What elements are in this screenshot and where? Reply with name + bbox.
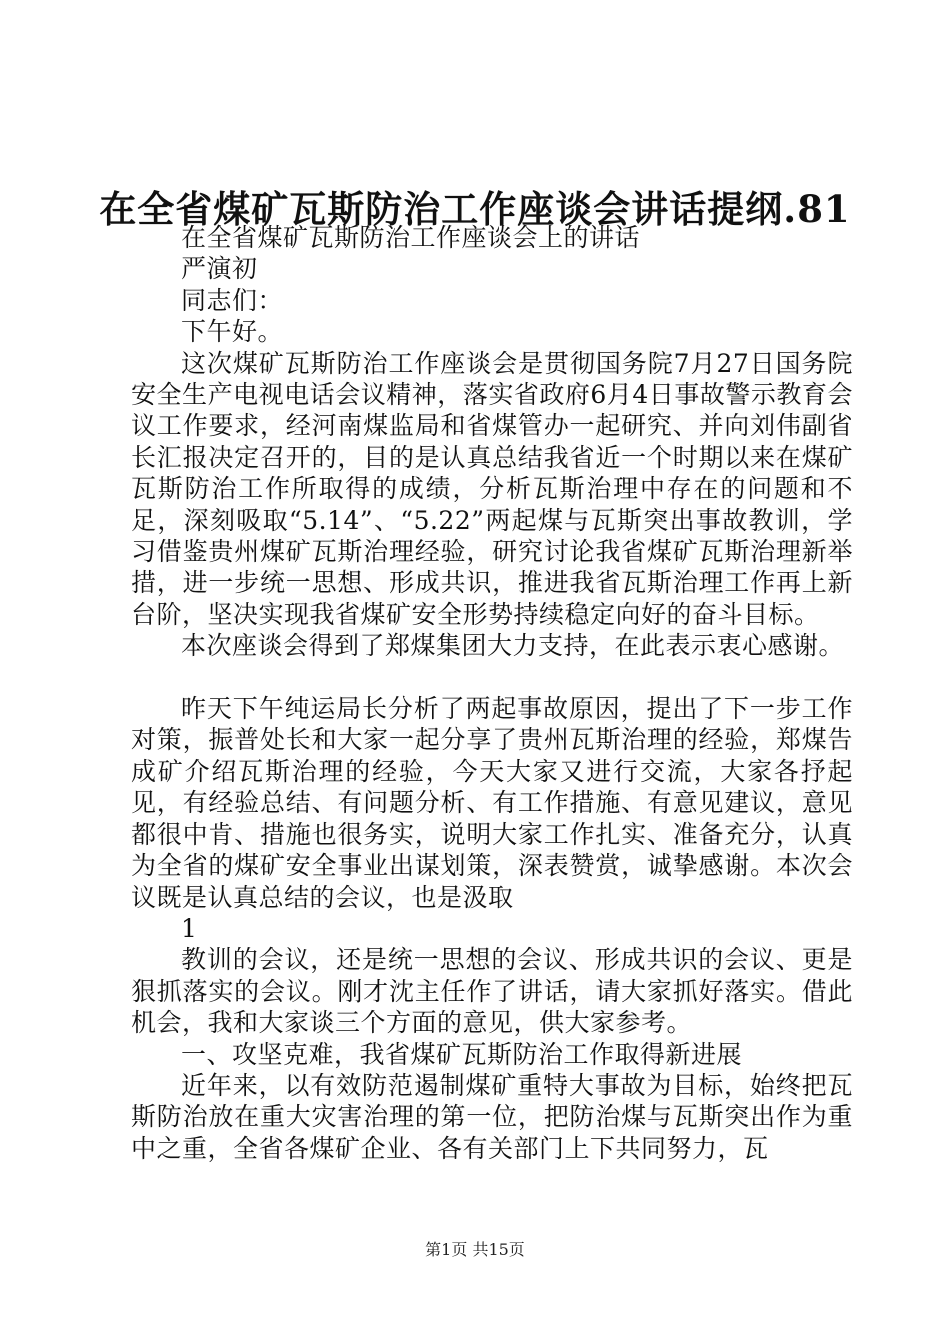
- document-title: 在全省煤矿瓦斯防治工作座谈会讲话提纲.81: [99, 187, 851, 231]
- paragraph-thanks: 本次座谈会得到了郑煤集团大力支持，在此表示衷心感谢。: [181, 631, 845, 661]
- page-footer: 第1页 共15页: [425, 1240, 525, 1259]
- paragraph-lessons: 教训的会议，还是统一思想的会议、形成共识的会议、更是狠抓落实的会议。刚才沈主任作了讲话，请大家抓好落实。借此机会，我和大家谈三个方面的意见，供大家参考。: [131, 945, 853, 1038]
- speech-heading: 在全省煤矿瓦斯防治工作座谈会上的讲话: [181, 223, 641, 252]
- inline-page-number: 1: [181, 913, 198, 943]
- salutation: 同志们：: [181, 285, 284, 315]
- paragraph-meeting-purpose: 这次煤矿瓦斯防治工作座谈会是贯彻国务院7月27日国务院安全生产电视电话会议精神，落实省政府6月4日事故警示教育会议工作要求，经河南煤监局和省煤管办一起研究、并向刘伟副省长汇报决定召开的，目的是认真总结我省近一个时期以来在煤矿瓦斯防治工作所取得的成绩，分析瓦斯治理中存在的问题和不足，深刻吸取“5.14”、“5.22”两起煤与瓦斯突出事故教训，学习借鉴贵州煤矿瓦斯治理经验，研究讨论我省煤矿瓦斯治理新举措，进一步统一思想、形成共识，推进我省瓦斯治理工作再上新台阶，坚决实现我省煤矿安全形势持续稳定向好的奋斗目标。: [131, 348, 853, 629]
- document-body: [131, 222, 853, 1164]
- paragraph-yesterday-review: 昨天下午纯运局长分析了两起事故原因，提出了下一步工作对策，振普处长和大家一起分享了贵州瓦斯治理的经验，郑煤告成矿介绍瓦斯治理的经验，今天大家又进行交流，大家各抒起见，有经验总结、有问题分析、有工作措施、有意见建议，意见都很中肯、措施也很务实，说明大家工作扎实、准备充分，认真为全省的煤矿安全事业出谋划策，深表赞赏，诚挚感谢。本次会议既是认真总结的会议，也是汲取: [131, 694, 853, 912]
- paragraph-progress: 近年来，以有效防范遏制煤矿重特大事故为目标，始终把瓦斯防治放在重大灾害治理的第一位，把防治煤与瓦斯突出作为重中之重，全省各煤矿企业、各有关部门上下共同努力，瓦: [131, 1070, 853, 1163]
- blank-line: [131, 662, 853, 693]
- section-heading-1: 一、攻坚克难，我省煤矿瓦斯防治工作取得新进展: [181, 1039, 743, 1069]
- greeting: 下午好。: [181, 317, 284, 347]
- speaker-name: 严演初: [181, 254, 258, 284]
